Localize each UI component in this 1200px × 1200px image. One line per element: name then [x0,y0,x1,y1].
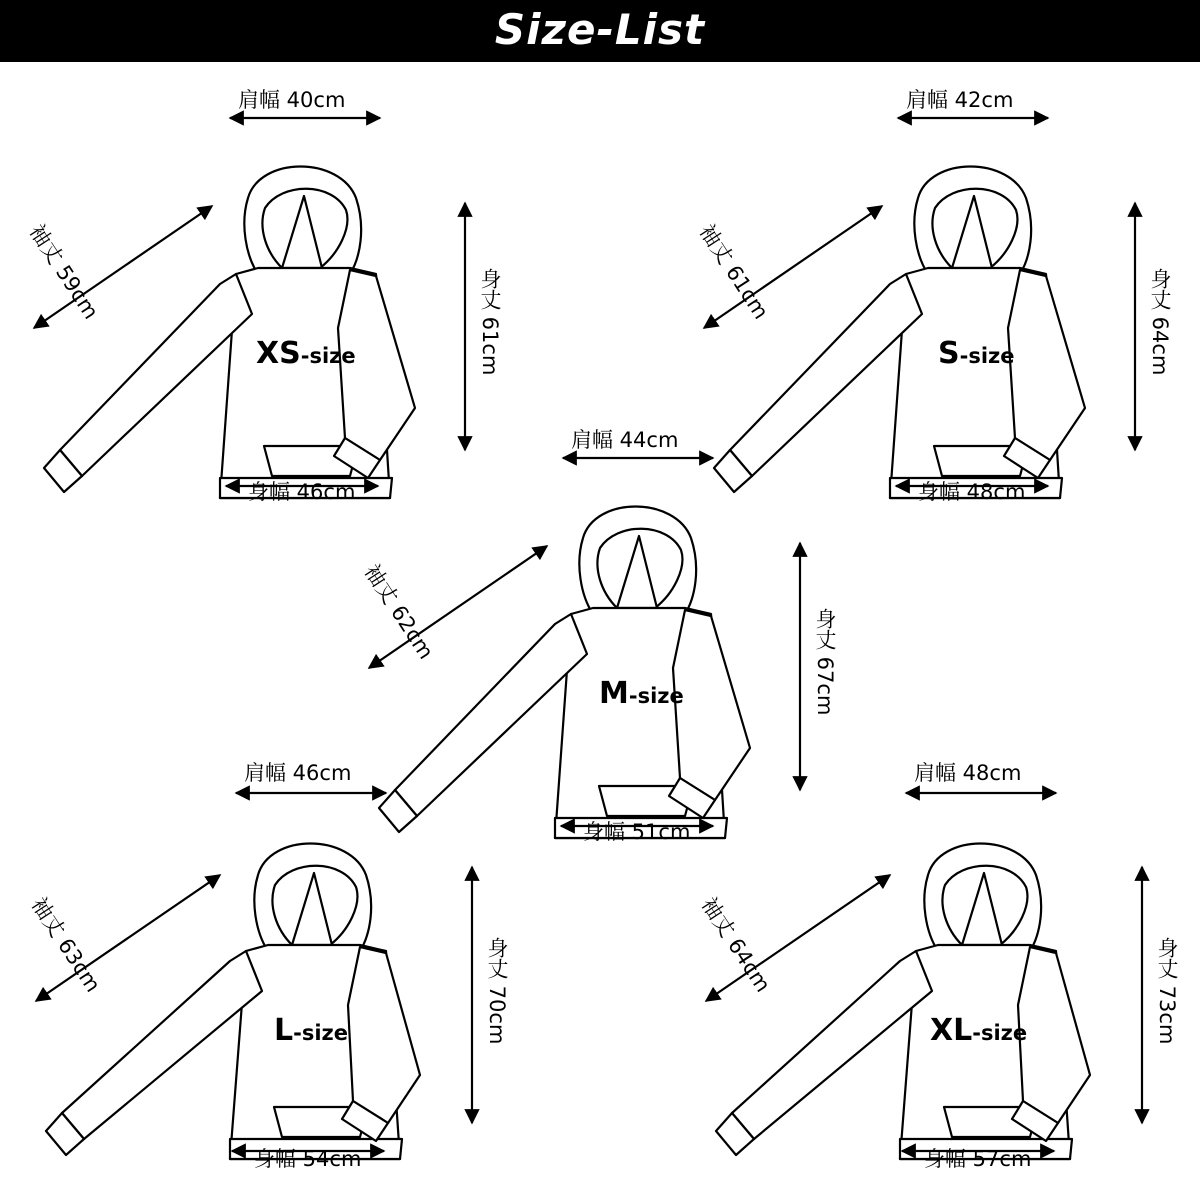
width-dim-l: 身幅 54cm [254,1147,362,1171]
sleeve-dim-xl: 袖丈 64cm [696,893,776,997]
sleeve-dim-s: 袖丈 61cm [694,220,774,324]
size-card-l [20,745,520,1185]
shoulder-dim-s: 肩幅 42cm [906,88,1014,112]
size-label-xs: XS-size [256,336,356,371]
sleeve-dim-xs: 袖丈 59cm [24,220,104,324]
sleeve-dim-m: 袖丈 62cm [359,560,439,664]
length-dim-l: 身丈 70cm [485,937,509,1045]
size-label-xl: XL-size [930,1013,1028,1048]
width-dim-xs: 身幅 46cm [248,480,356,504]
shoulder-dim-l: 肩幅 46cm [244,761,352,785]
sleeve-dim-l: 袖丈 63cm [26,893,106,997]
size-label-m: M-size [599,676,684,711]
width-dim-s: 身幅 48cm [918,480,1026,504]
shoulder-dim-xs: 肩幅 40cm [238,88,346,112]
width-dim-xl: 身幅 57cm [924,1147,1032,1171]
length-dim-xs: 身丈 61cm [478,268,502,376]
size-card-xl [690,745,1190,1185]
length-dim-m: 身丈 67cm [813,608,837,716]
size-label-l: L-size [274,1013,349,1048]
length-dim-s: 身丈 64cm [1148,268,1172,376]
shoulder-dim-m: 肩幅 44cm [571,428,679,452]
size-label-s: S-size [938,336,1015,371]
shoulder-dim-xl: 肩幅 48cm [914,761,1022,785]
page-title: Size-List [494,5,706,54]
length-dim-xl: 身丈 73cm [1155,937,1179,1045]
width-dim-m: 身幅 51cm [583,820,691,844]
